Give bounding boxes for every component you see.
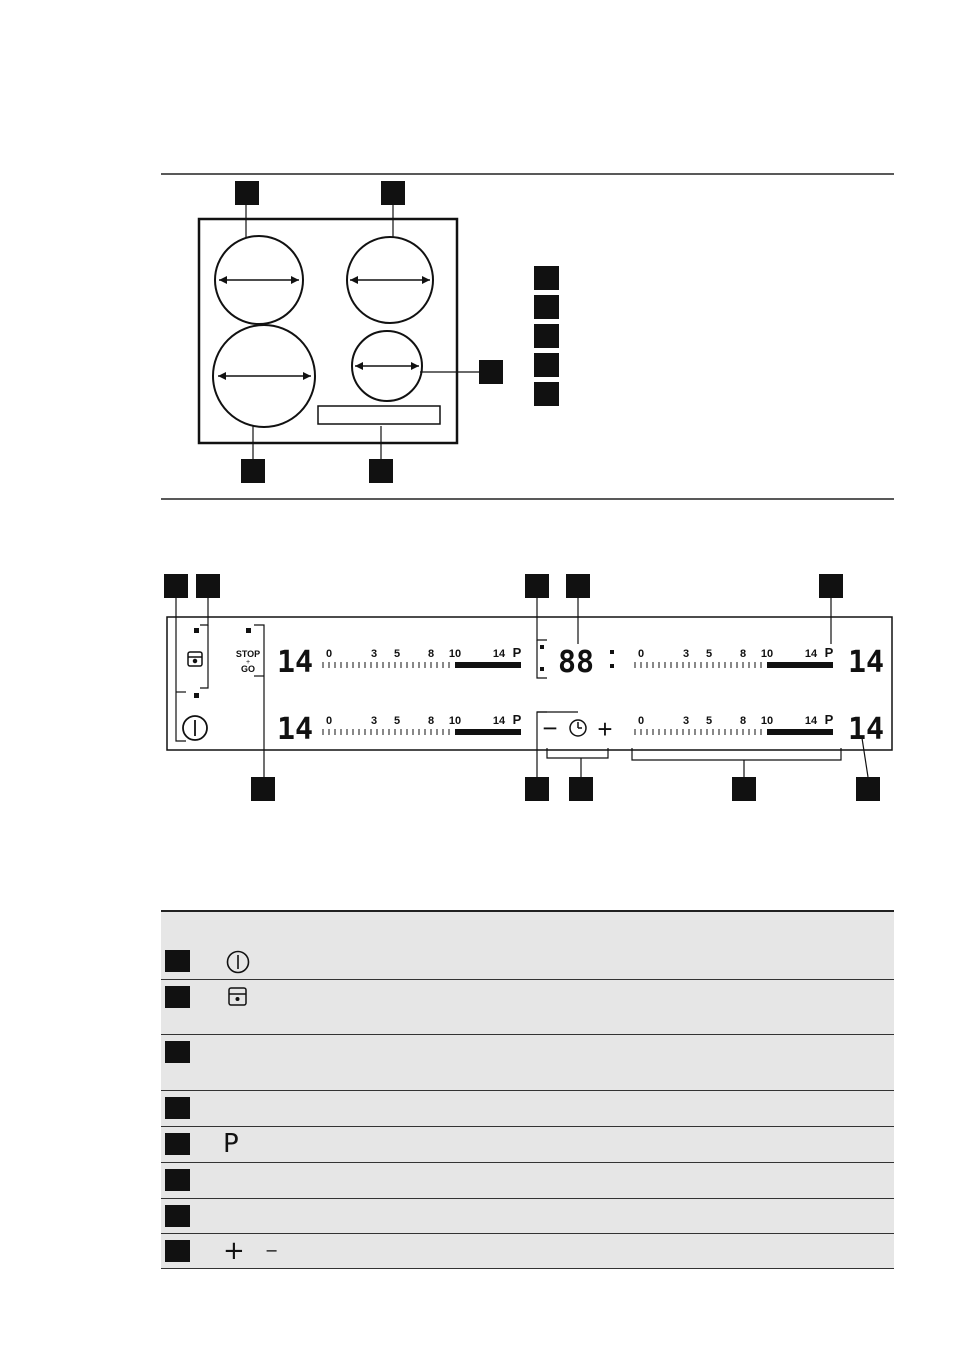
callout-marker — [251, 777, 275, 801]
power-indicator-dot — [194, 693, 199, 698]
power-scale[interactable] — [635, 645, 834, 668]
row-marker — [165, 950, 190, 972]
zone-display-right-rear: 14 — [848, 645, 885, 680]
symbol-table — [161, 944, 894, 1269]
stop-label: STOP — [235, 649, 261, 659]
scale-label: 5 — [393, 715, 401, 727]
callout-marker — [856, 777, 880, 801]
table-row — [161, 1127, 894, 1163]
row-symbol-text: P — [223, 1129, 239, 1159]
scale-label: 8 — [739, 648, 747, 660]
table-row — [161, 1163, 894, 1199]
table-row — [161, 1091, 894, 1127]
scale-label: 3 — [682, 715, 690, 727]
scale-label: P — [512, 645, 522, 660]
power-scale[interactable] — [323, 712, 522, 735]
scale-label: 8 — [427, 715, 435, 727]
callout-marker — [525, 574, 549, 598]
row-marker — [165, 1097, 190, 1119]
table-row — [161, 944, 894, 980]
scale-label: 3 — [682, 648, 690, 660]
lock-icon — [227, 986, 249, 1008]
scale-label: 0 — [637, 715, 645, 727]
scale-label: 0 — [637, 648, 645, 660]
row-marker — [165, 1205, 190, 1227]
callout-marker — [732, 777, 756, 801]
scale-label: 3 — [370, 715, 378, 727]
row-marker — [165, 986, 190, 1008]
scale-label: 5 — [705, 715, 713, 727]
zone-display-left-rear: 14 — [277, 645, 314, 680]
boost-range-bar — [455, 662, 521, 668]
on-off-icon — [225, 949, 251, 975]
zone-display-right-front: 14 — [848, 712, 885, 747]
row-marker — [165, 1133, 190, 1155]
boost-range-bar — [455, 729, 521, 735]
row-symbol-text: + — [223, 1236, 245, 1266]
lock-icon[interactable] — [188, 652, 202, 666]
scale-label: 0 — [325, 715, 333, 727]
scale-label: 0 — [325, 648, 333, 660]
plus-label: + — [245, 659, 251, 666]
power-scale[interactable] — [323, 645, 522, 668]
scale-label: 10 — [760, 648, 774, 660]
stopgo-indicator-dot — [246, 628, 251, 633]
callout-marker — [525, 777, 549, 801]
timer-plus-button[interactable]: + — [597, 714, 613, 744]
power-scale[interactable] — [635, 712, 834, 735]
scale-label: 5 — [705, 648, 713, 660]
timer-digits: 88 — [558, 645, 595, 680]
scale-label: 14 — [804, 648, 818, 660]
boost-range-bar — [767, 662, 833, 668]
go-label: GO — [240, 664, 256, 674]
scale-label: 14 — [492, 715, 506, 727]
callout-marker — [164, 574, 188, 598]
lock-indicator-dot — [194, 628, 199, 633]
callout-marker — [819, 574, 843, 598]
callout-marker — [569, 777, 593, 801]
scale-label: 10 — [760, 715, 774, 727]
zone-display-left-front: 14 — [277, 712, 314, 747]
stop-go-button[interactable] — [236, 649, 260, 674]
table-header — [161, 910, 894, 946]
row-marker — [165, 1041, 190, 1063]
scale-label: 8 — [739, 715, 747, 727]
timer-minus-button[interactable]: − — [542, 713, 558, 743]
row-marker — [165, 1240, 190, 1262]
timer-display — [540, 645, 614, 680]
scale-label: P — [824, 712, 834, 727]
scale-label: P — [824, 645, 834, 660]
scale-label: 14 — [804, 715, 818, 727]
on-off-icon[interactable] — [183, 716, 207, 740]
scale-label: 14 — [492, 648, 506, 660]
timer-controls — [542, 713, 612, 744]
table-row — [161, 1035, 894, 1091]
table-row — [161, 1234, 894, 1269]
timer-clock-icon[interactable] — [570, 720, 586, 736]
scale-label: 10 — [448, 648, 462, 660]
table-row — [161, 1199, 894, 1234]
row-marker — [165, 1169, 190, 1191]
boost-range-bar — [767, 729, 833, 735]
scale-label: 8 — [427, 648, 435, 660]
scale-label: P — [512, 712, 522, 727]
scale-label: 3 — [370, 648, 378, 660]
scale-label: 10 — [448, 715, 462, 727]
scale-label: 5 — [393, 648, 401, 660]
row-symbol-text-2: − — [265, 1241, 279, 1260]
callout-marker — [196, 574, 220, 598]
table-row — [161, 980, 894, 1035]
callout-marker — [566, 574, 590, 598]
